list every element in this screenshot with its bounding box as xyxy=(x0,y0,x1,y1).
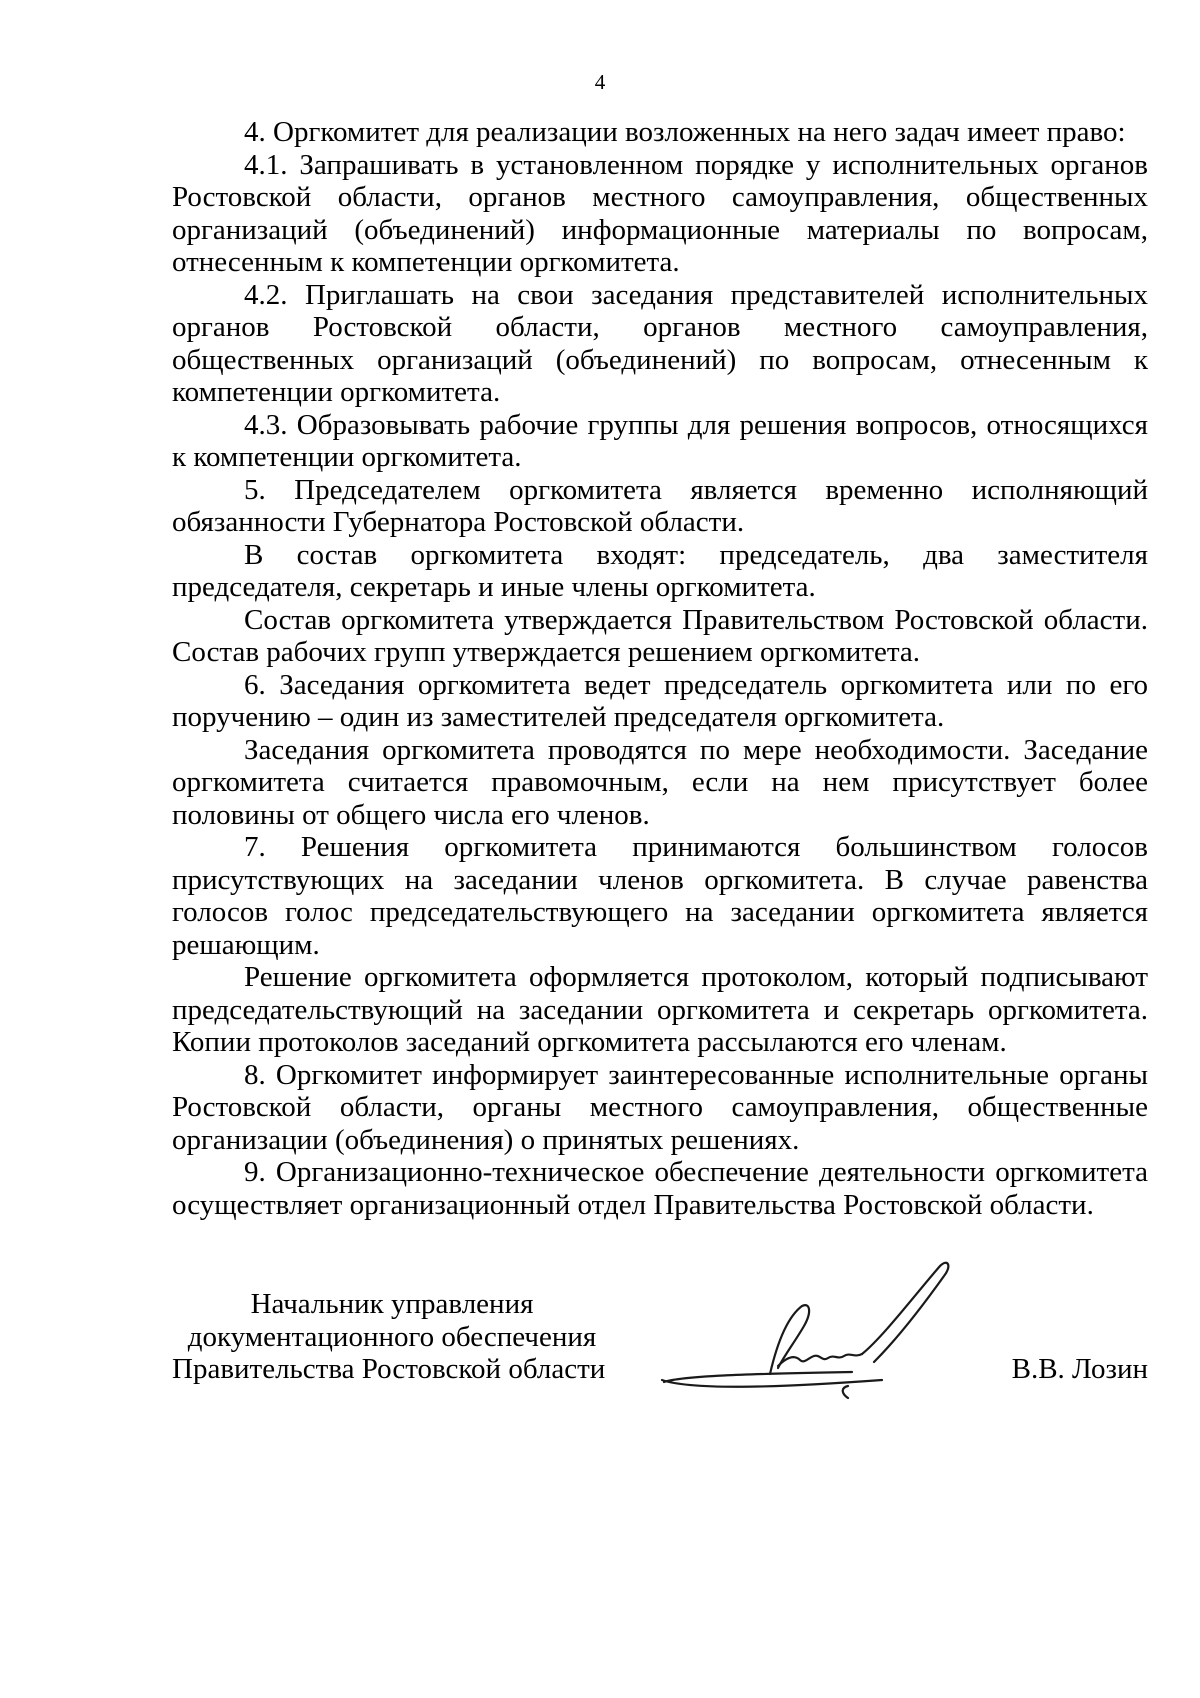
document-body xyxy=(172,116,1148,1221)
signatory-title-line: документационного обеспечения xyxy=(187,1320,597,1353)
signatory-title xyxy=(172,1288,612,1386)
paragraph-6: 6. Заседания оргкомитета ведет председатель оргкомитета или по его поручению – один из заместителей председателя оргкомитета. xyxy=(172,668,1148,733)
paragraph-9: 9. Организационно-техническое обеспечение деятельности оргкомитета осуществляет организационный отдел Правительства Ростовской области. xyxy=(172,1156,1148,1221)
paragraph-4-2: 4.2. Приглашать на свои заседания представителей исполнительных органов Ростовской области, органов местного самоуправления, общественных организаций (объединений) по вопросам, отнесенным к компетенции оргкомитета. xyxy=(172,278,1148,408)
paragraph-4: 4. Оргкомитет для реализации возложенных на него задач имеет право: xyxy=(244,116,1126,148)
paragraph-5-approval: Состав оргкомитета утверждается Правительством Ростовской области. Состав рабочих групп утверждается решением оргкомитета. xyxy=(172,603,1148,668)
paragraph-6-quorum: Заседания оргкомитета проводятся по мере необходимости. Заседание оргкомитета считается правомочным, если на нем присутствует более половины от общего числа его членов. xyxy=(172,733,1148,831)
paragraph-4-1: 4.1. Запрашивать в установленном порядке у исполнительных органов Ростовской области, органов местного самоуправления, общественных организаций (объединений) информационные материалы по вопросам, отнесенным к компетенции оргкомитета. xyxy=(172,148,1148,278)
signatory-title-line: Начальник управления xyxy=(250,1288,534,1320)
signature-block xyxy=(172,1288,1148,1418)
handwritten-signature xyxy=(652,1248,972,1408)
signatory-name: В.В. Лозин xyxy=(1011,1353,1148,1385)
paragraph-5-composition: В состав оргкомитета входят: председатель, два заместителя председателя, секретарь и иные члены оргкомитета. xyxy=(172,538,1148,603)
paragraph-4-3: 4.3. Образовывать рабочие группы для решения вопросов, относящихся к компетенции оргкомитета. xyxy=(172,408,1148,473)
page-number: 4 xyxy=(594,70,606,94)
paragraph-5: 5. Председателем оргкомитета является временно исполняющий обязанности Губернатора Ростовской области. xyxy=(172,473,1148,538)
signatory-title-line: Правительства Ростовской области xyxy=(172,1353,606,1385)
paragraph-8: 8. Оргкомитет информирует заинтересованные исполнительные органы Ростовской области, органы местного самоуправления, общественные организации (объединения) о принятых решениях. xyxy=(172,1058,1148,1156)
paragraph-7: 7. Решения оргкомитета принимаются большинством голосов присутствующих на заседании членов оргкомитета. В случае равенства голосов голос председательствующего на заседании оргкомитета является решающим. xyxy=(172,831,1148,961)
paragraph-7-protocol: Решение оргкомитета оформляется протоколом, который подписывают председательствующий на заседании оргкомитета и секретарь оргкомитета. Копии протоколов заседаний оргкомитета рассылаются его членам. xyxy=(172,961,1148,1058)
